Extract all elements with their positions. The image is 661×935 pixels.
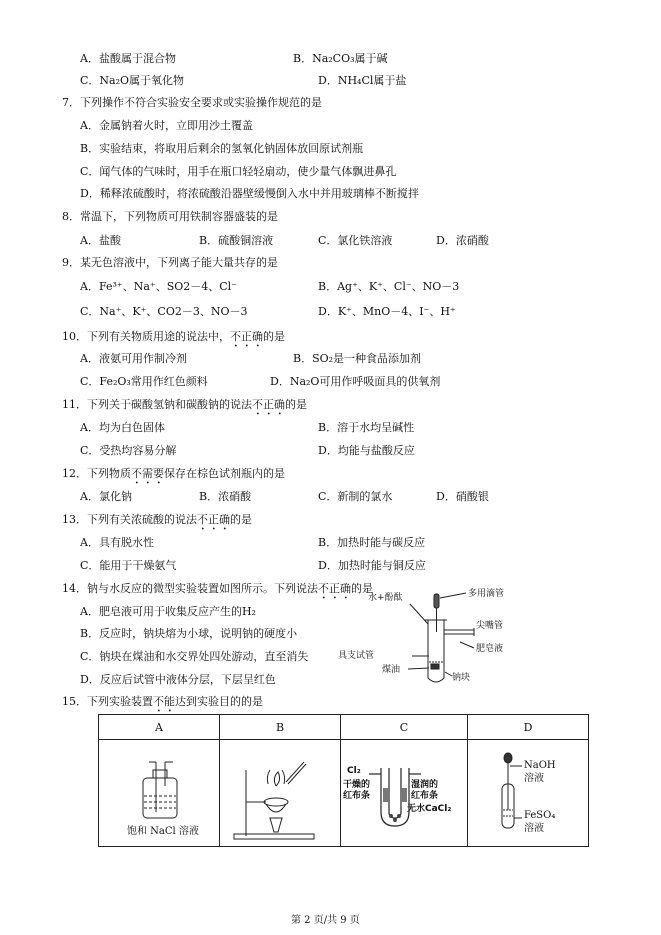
label-feso4-solution: 溶液 xyxy=(524,823,544,834)
label-test-tube: 具支试管 xyxy=(338,651,375,661)
q10-option-b: B．SO₂是一种食品添加剂 xyxy=(293,352,422,365)
q7-option-b: B．实验结束，将取用后剩余的氢氧化钠固体放回原试剂瓶 xyxy=(80,142,364,155)
q6-option-c: C．Na₂O属于氧化物 xyxy=(80,74,185,87)
q7-option-d: D．稀释浓硫酸时，将浓硫酸沿器壁缓慢倒入水中并用玻璃棒不断搅拌 xyxy=(80,187,419,200)
q8-option-b: B．硫酸铜溶液 xyxy=(199,234,274,247)
q6-option-b: B．Na₂CO₃属于碱 xyxy=(293,52,388,65)
q11-option-a: A．均为白色固体 xyxy=(80,421,165,434)
q8-option-a: A．盐酸 xyxy=(80,234,121,247)
q10-option-c: C．Fe₂O₃常用作红色颜料 xyxy=(80,375,208,388)
q9-stem: 9．某无色溶液中，下列离子能大量共存的是 xyxy=(62,256,278,269)
col-header-c: C xyxy=(341,715,468,740)
q7-option-c: C．闻气体的气味时，用手在瓶口轻轻扇动，使少量气体飘进鼻孔 xyxy=(80,165,397,178)
label-feso4: FeSO₄ xyxy=(524,810,556,821)
cell-a xyxy=(99,740,220,847)
q11-option-d: D．均能与盐酸反应 xyxy=(318,444,415,457)
label-tube: 尖嘴管 xyxy=(476,621,504,631)
q12-option-b: B．浓硝酸 xyxy=(199,490,252,503)
q9-option-c: C．Na⁺、K⁺、CO2－3、NO－3 xyxy=(80,305,248,318)
q14-option-c: C．钠块在煤油和水交界处四处游动，直至消失 xyxy=(80,650,309,663)
q14-option-a: A．肥皂液可用于收集反应产生的H₂ xyxy=(80,605,256,618)
q6-option-a: A．盐酸属于混合物 xyxy=(80,52,176,65)
q13-option-d: D．加热时能与铜反应 xyxy=(318,559,426,572)
q13-option-a: A．具有脱水性 xyxy=(80,536,154,549)
label-cl2: Cl₂ xyxy=(347,766,361,776)
q14-stem: 14．钠与水反应的微型实验装置如图所示。下列说法不正确的是 xyxy=(62,582,373,595)
q14-option-b: B．反应时，钠块熔为小球，说明钠的硬度小 xyxy=(80,627,298,640)
q6-option-d: D．NH₄Cl属于盐 xyxy=(318,74,407,87)
q13-stem: 13．下列有关浓硫酸的说法不正确的是 xyxy=(62,513,252,526)
label-dropper: 多用滴管 xyxy=(468,589,505,599)
col-header-d: D xyxy=(468,715,589,740)
q13-option-b: B．加热时能与碳反应 xyxy=(318,536,426,549)
q8-option-c: C．氯化铁溶液 xyxy=(318,234,393,247)
label-soap: 肥皂液 xyxy=(476,644,504,654)
q12-stem: 12．下列物质不需要保存在棕色试剂瓶内的是 xyxy=(62,467,285,480)
q9-option-a: A．Fe³⁺、Na⁺、SO2－4、Cl⁻ xyxy=(80,280,237,293)
q11-option-c: C．受热均容易分解 xyxy=(80,444,177,457)
page-footer: 第 2 页/共 9 页 xyxy=(291,915,360,926)
label-wet-1: 湿润的 xyxy=(411,780,439,790)
label-cacl2: 无水CaCl₂ xyxy=(407,804,452,814)
q11-option-b: B．溶于水均呈碱性 xyxy=(318,421,415,434)
q7-stem: 7．下列操作不符合实验安全要求或实验操作规范的是 xyxy=(62,96,322,109)
col-header-a: A xyxy=(99,715,220,740)
label-wet-2: 红布条 xyxy=(411,791,439,801)
label-sodium: 钠块 xyxy=(452,673,471,683)
q14-apparatus-figure xyxy=(338,589,510,688)
q9-option-b: B．Ag⁺、K⁺、Cl⁻、NO－3 xyxy=(318,280,460,293)
cell-c xyxy=(341,740,468,847)
q12-option-a: A．氯化钠 xyxy=(80,490,132,503)
q15-apparatus-table xyxy=(98,714,589,847)
cell-b xyxy=(220,740,341,847)
q14-option-d: D．反应后试管中液体分层，下层呈红色 xyxy=(80,673,276,686)
cell-d xyxy=(468,740,589,847)
burning-apparatus xyxy=(220,740,340,846)
label-naoh-solution: 溶液 xyxy=(524,773,544,784)
label-water-phenol: 水+酚酞 xyxy=(368,593,403,603)
q7-option-a: A．金属钠着火时，立即用沙土覆盖 xyxy=(80,119,253,132)
q11-stem: 11．下列关于碳酸氢钠和碳酸钠的说法不正确的是 xyxy=(62,398,307,411)
q8-stem: 8．常温下，下列物质可用铁制容器盛装的是 xyxy=(62,210,278,223)
label-kerosene: 煤油 xyxy=(382,665,401,675)
label-dry-1: 干燥的 xyxy=(343,780,371,790)
q8-option-d: D．浓硝酸 xyxy=(436,234,489,247)
caption-saturated-nacl: 饱和 NaCl 溶液 xyxy=(127,826,199,837)
q12-option-c: C．新制的氯水 xyxy=(318,490,393,503)
label-dry-2: 红布条 xyxy=(343,791,371,801)
q12-option-d: D．硝酸银 xyxy=(436,490,489,503)
q10-option-a: A．液氨可用作制冷剂 xyxy=(80,352,187,365)
q13-option-c: C．能用于干燥氨气 xyxy=(80,559,177,572)
q9-option-d: D．K⁺、MnO－4、I⁻、H⁺ xyxy=(318,305,456,318)
q10-stem: 10．下列有关物质用途的说法中，不正确的是 xyxy=(62,330,285,343)
q10-option-d: D．Na₂O可用作呼吸面具的供氧剂 xyxy=(270,375,441,388)
q15-stem: 15．下列实验装置不能达到实验目的的是 xyxy=(62,695,263,708)
label-naoh: NaOH xyxy=(524,760,556,771)
col-header-b: B xyxy=(220,715,341,740)
